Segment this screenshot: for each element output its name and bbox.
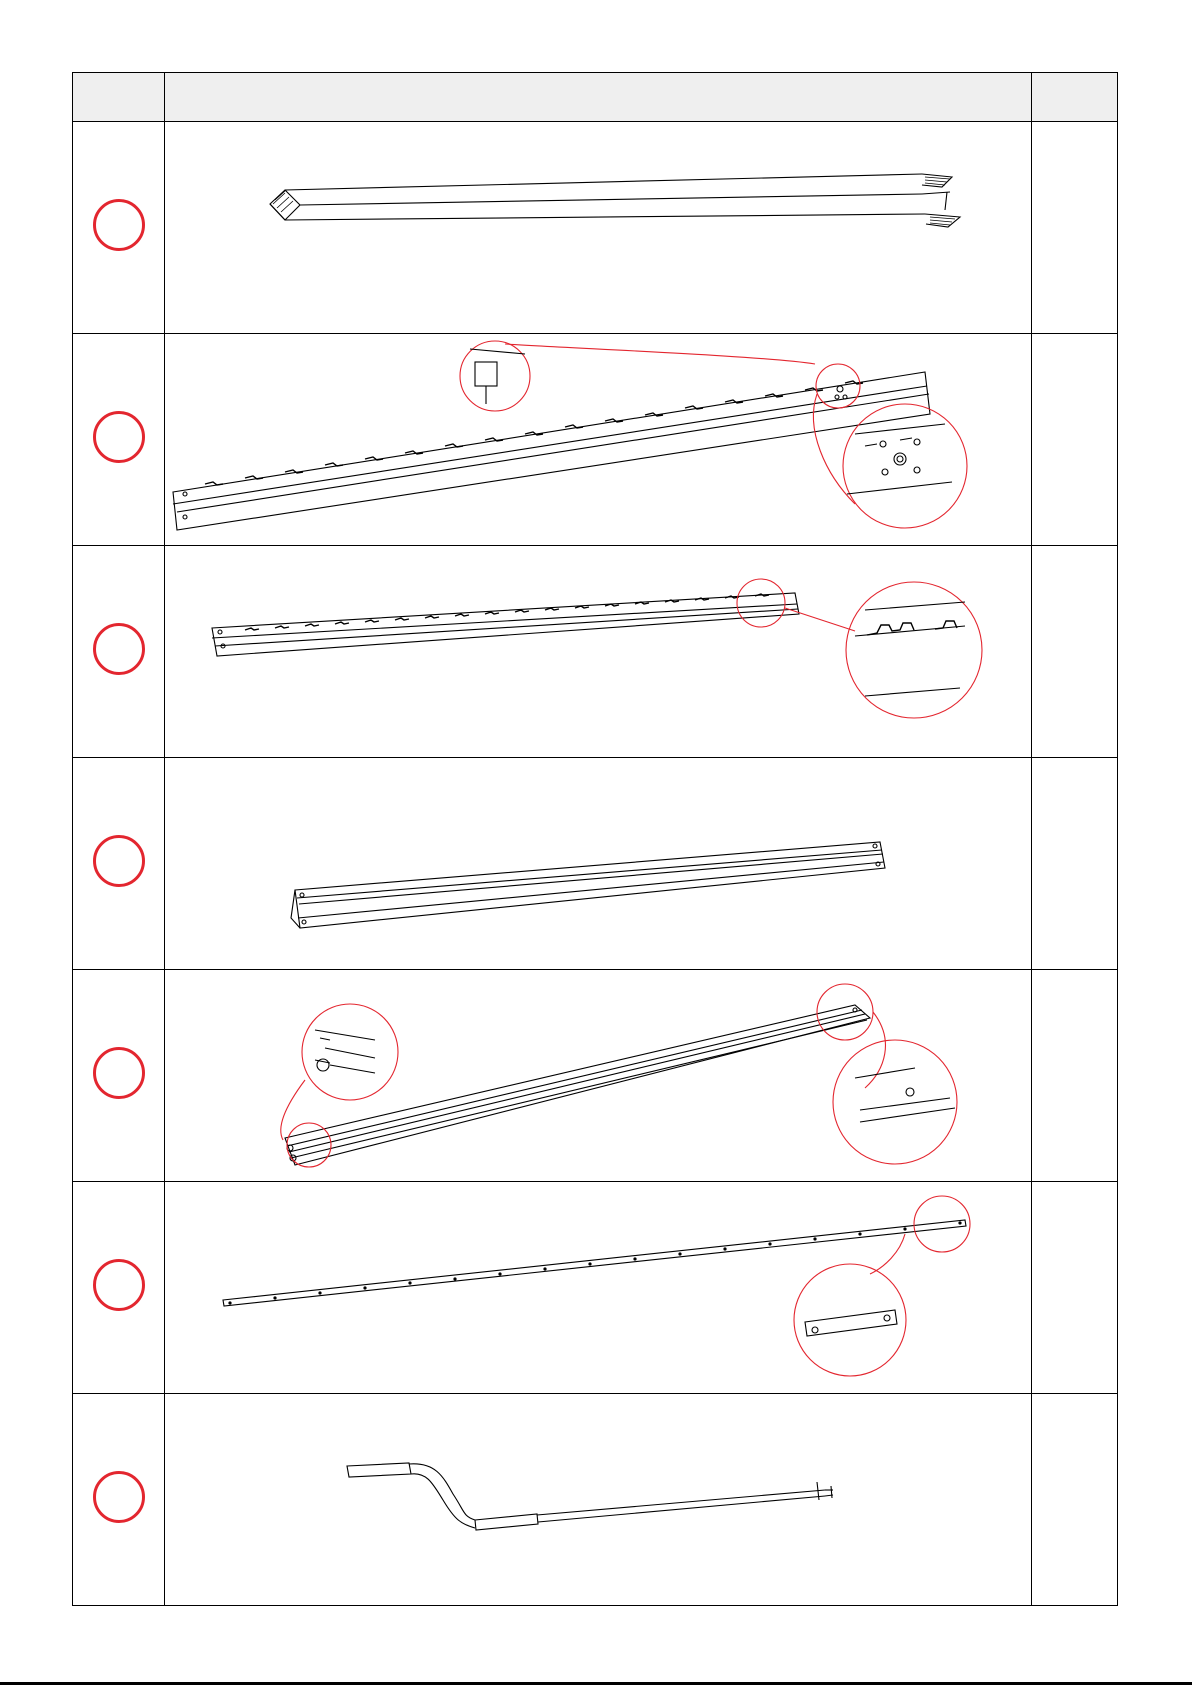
header-number (73, 73, 165, 122)
part-number-cell (73, 758, 165, 970)
part-quantity (1032, 758, 1118, 970)
part-number-cell (73, 334, 165, 546)
table-header-row (73, 73, 1118, 122)
part-number-badge (93, 1259, 145, 1311)
parts-table (72, 72, 1118, 1606)
part-drawing-cell (165, 1182, 1032, 1394)
header-description (165, 73, 1032, 122)
hook-rail-drawing (165, 546, 1031, 757)
part-number-badge (93, 835, 145, 887)
table-row (73, 758, 1118, 970)
part-number-cell (73, 1394, 165, 1606)
table-row (73, 334, 1118, 546)
table-row (73, 122, 1118, 334)
part-drawing-cell (165, 970, 1032, 1182)
crank-handle-drawing (165, 1394, 1031, 1605)
part-number-badge (93, 1471, 145, 1523)
part-number-cell (73, 970, 165, 1182)
part-number-badge (93, 1047, 145, 1099)
part-quantity (1032, 334, 1118, 546)
part-quantity (1032, 122, 1118, 334)
part-drawing-cell (165, 1394, 1032, 1606)
part-quantity (1032, 970, 1118, 1182)
part-quantity (1032, 1182, 1118, 1394)
part-number-badge (93, 199, 145, 251)
table-row (73, 1394, 1118, 1606)
table-row (73, 970, 1118, 1182)
square-tube-drawing (165, 122, 1031, 333)
table-row (73, 1182, 1118, 1394)
part-drawing-cell (165, 758, 1032, 970)
part-number-badge (93, 411, 145, 463)
part-quantity (1032, 546, 1118, 758)
part-number-badge (93, 623, 145, 675)
part-number-cell (73, 122, 165, 334)
c-channel-drawing (165, 758, 1031, 969)
perforated-strip-drawing (165, 1182, 1031, 1393)
part-number-cell (73, 546, 165, 758)
table-row (73, 546, 1118, 758)
part-quantity (1032, 1394, 1118, 1606)
header-quantity (1032, 73, 1118, 122)
bottom-profile-drawing (165, 970, 1031, 1181)
parts-sheet (72, 72, 1118, 1610)
part-number-cell (73, 1182, 165, 1394)
part-drawing-cell (165, 122, 1032, 334)
part-drawing-cell (165, 546, 1032, 758)
front-rail-drawing (165, 334, 1031, 545)
part-drawing-cell (165, 334, 1032, 546)
